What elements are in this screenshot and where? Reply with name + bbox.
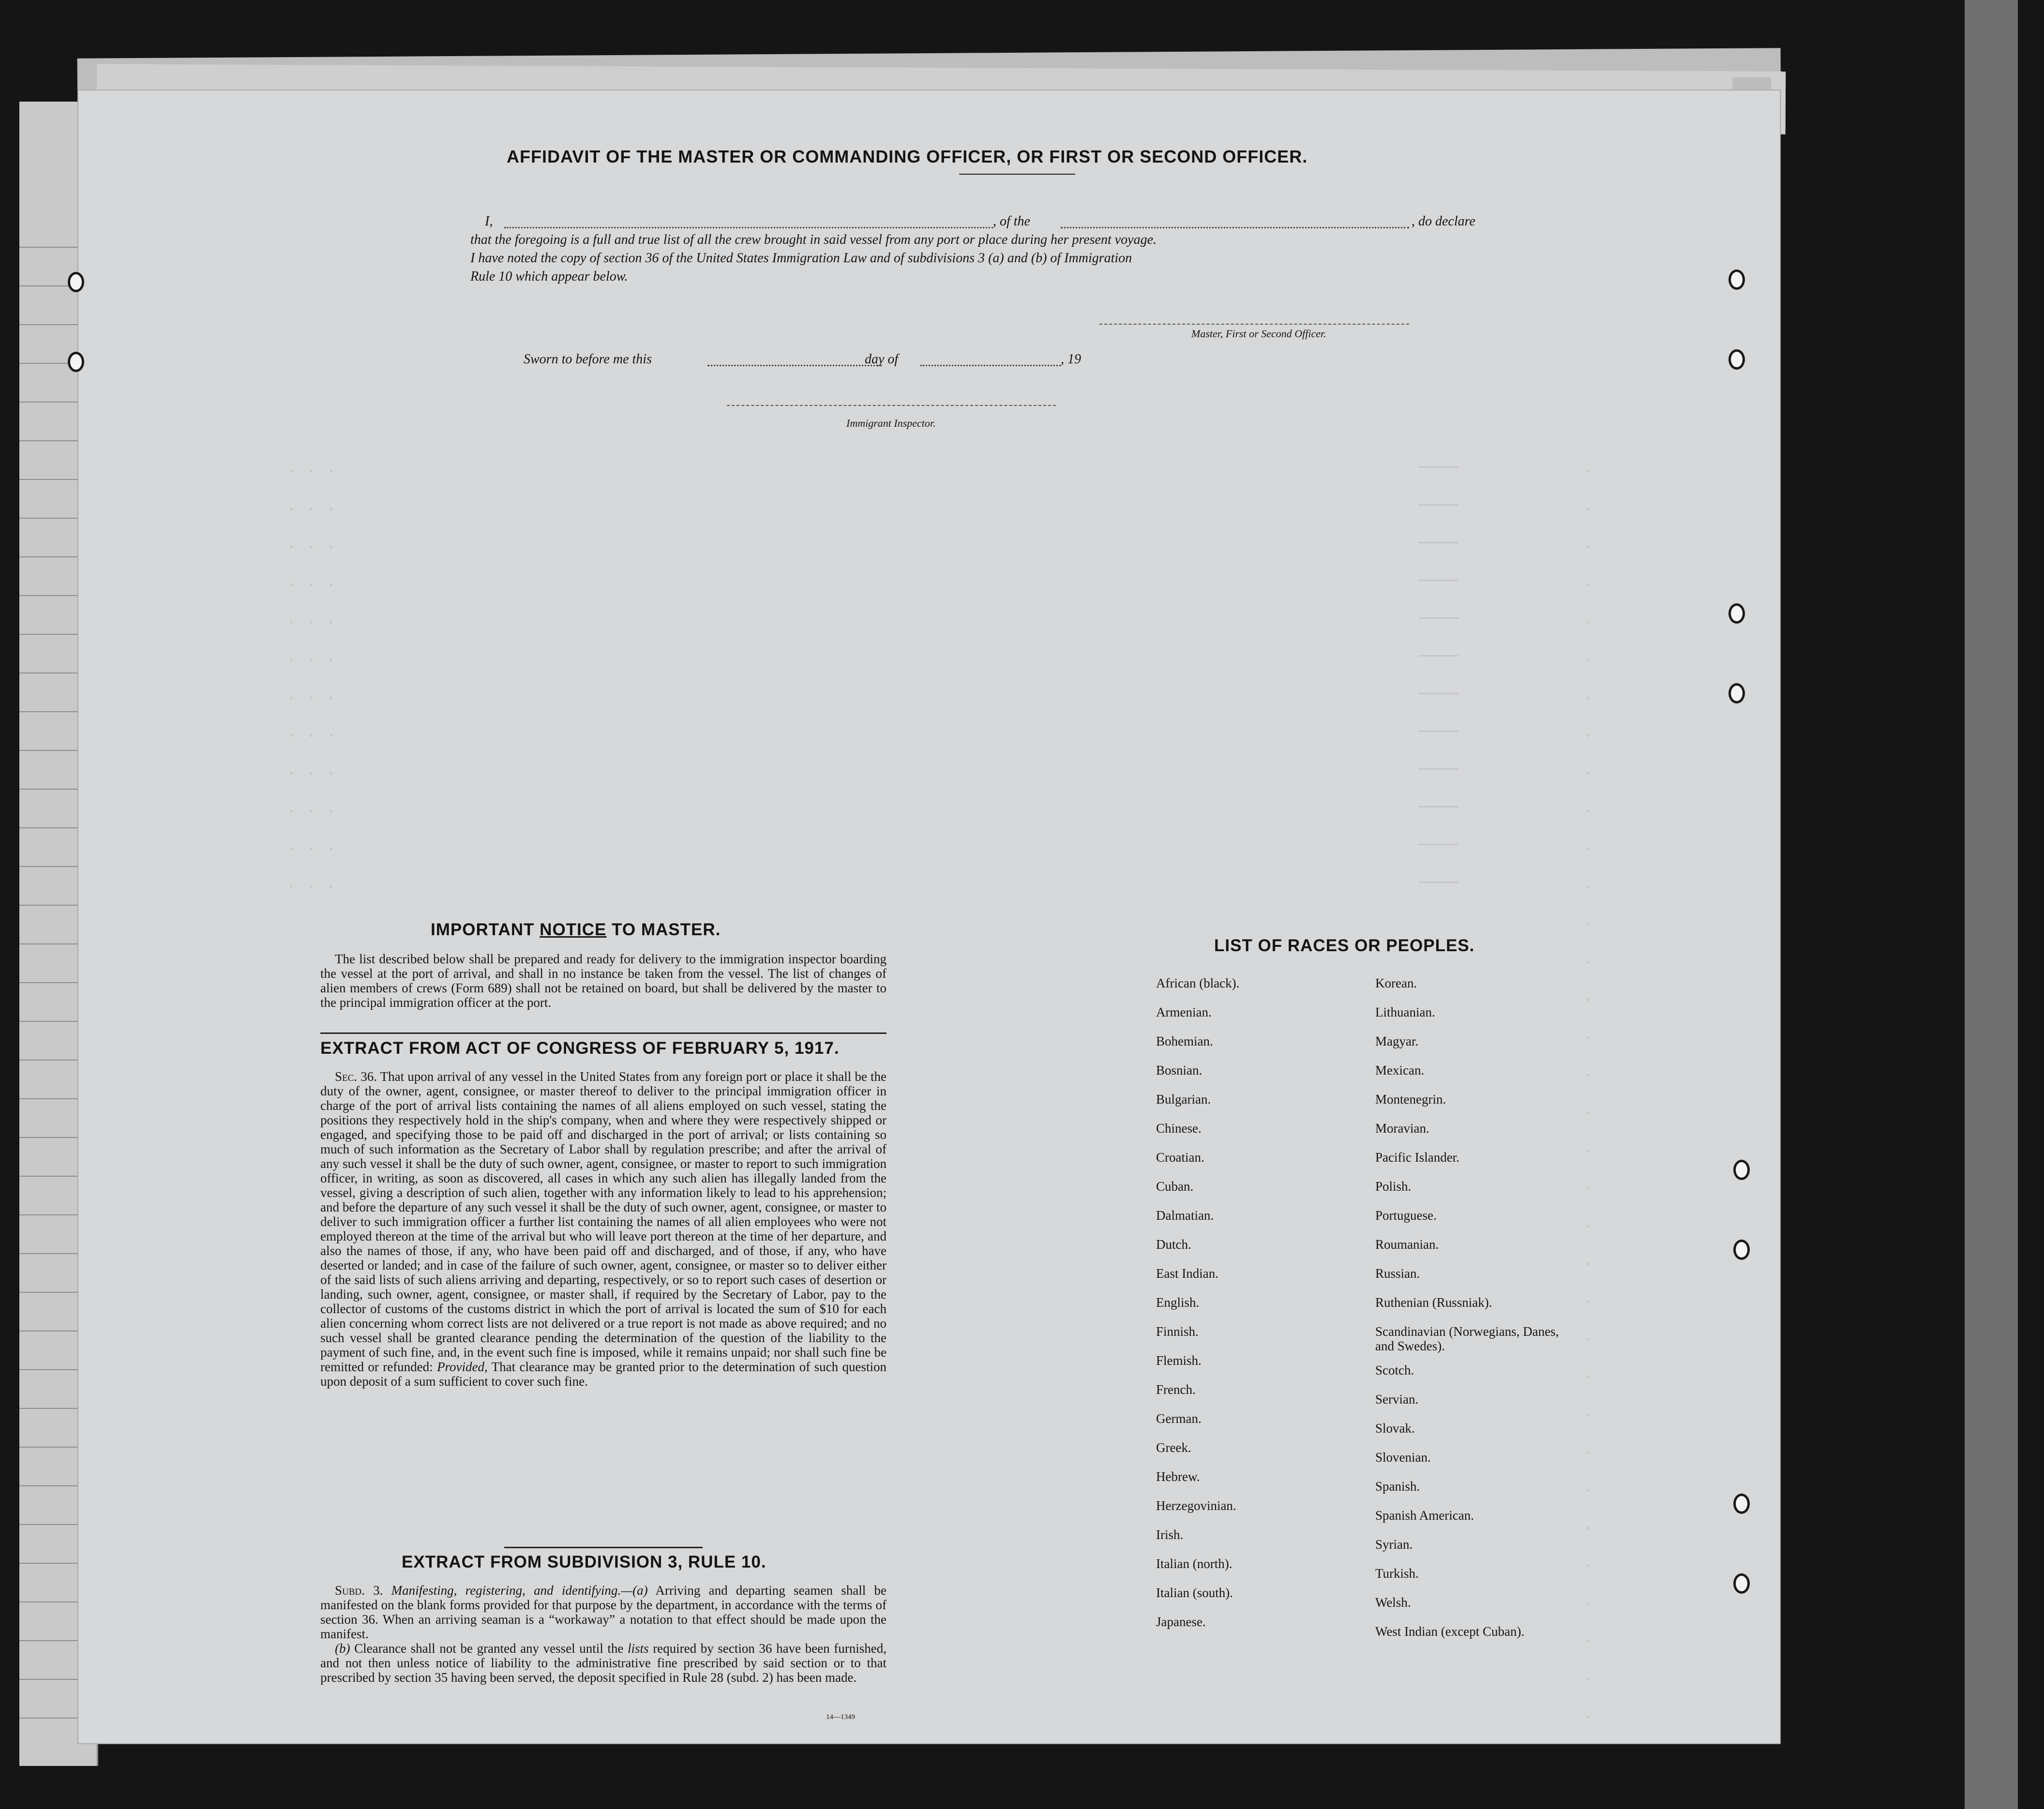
- punch-hole: [68, 352, 84, 372]
- race-item: Korean.: [1375, 976, 1417, 990]
- notice-rule: [320, 1032, 887, 1034]
- notice-title-pre: IMPORTANT: [431, 920, 540, 939]
- race-item: Polish.: [1375, 1179, 1412, 1194]
- race-item: Dalmatian.: [1156, 1208, 1214, 1223]
- punch-hole: [1728, 683, 1745, 703]
- race-item: Slovenian.: [1375, 1450, 1431, 1465]
- race-item: Italian (south).: [1156, 1585, 1233, 1600]
- race-item: Cuban.: [1156, 1179, 1194, 1194]
- affidavit-i: I,: [485, 214, 493, 229]
- race-item: Scotch.: [1375, 1363, 1414, 1377]
- inspector-label: Immigrant Inspector.: [846, 417, 936, 429]
- race-item: Lithuanian.: [1375, 1005, 1435, 1019]
- rule-lists-word: lists: [628, 1641, 649, 1656]
- rule-text-a: [320, 1583, 887, 1641]
- bleed-through-marks: ──── ──── ──── ──── ──── ──── ──── ──── ──── ──── ──── ────: [1419, 458, 1458, 892]
- race-item: Dutch.: [1156, 1237, 1191, 1252]
- race-item: African (black).: [1156, 976, 1240, 990]
- race-item: Herzegovinian.: [1156, 1498, 1236, 1513]
- notice-text: [320, 952, 887, 1010]
- act-body-end: That clearance may be granted prior to the determination of such question upon deposit of a sum sufficient to cover such fine.: [320, 1360, 887, 1389]
- race-item: Spanish.: [1375, 1479, 1420, 1494]
- race-item: Slovak.: [1375, 1421, 1415, 1435]
- sworn-label: Sworn to before me this: [524, 352, 652, 367]
- rule-body-b-pre: Clearance shall not be granted any vessel until the: [354, 1641, 624, 1656]
- punch-hole: [1728, 603, 1745, 624]
- race-item: Bulgarian.: [1156, 1092, 1211, 1106]
- race-item: Finnish.: [1156, 1324, 1199, 1339]
- affidavit-title: AFFIDAVIT OF THE MASTER OR COMMANDING OFFICER, OR FIRST OR SECOND OFFICER.: [507, 147, 1308, 166]
- race-item: Italian (north).: [1156, 1556, 1232, 1571]
- punch-hole: [1733, 1160, 1750, 1180]
- rule-subd-label: Subd. 3.: [335, 1583, 383, 1598]
- race-item: English.: [1156, 1295, 1200, 1310]
- affidavit-line-4: Rule 10 which appear below.: [470, 269, 628, 284]
- affidavit-declare: , do declare: [1412, 214, 1475, 229]
- month-blank: [920, 365, 1061, 366]
- act-rule: [504, 1547, 703, 1548]
- form-number: 14—1349: [826, 1713, 855, 1721]
- notice-paragraph: The list described below shall be prepared and ready for delivery to the immigration inspector boarding the vessel at the port of arrival, and shall in no instance be taken from the vessel. The list of changes of alien members of crews (Form 689) shall not be retained on board, but shall be delivered by the master to the principal immigration officer at the port.: [320, 952, 887, 1010]
- act-title: EXTRACT FROM ACT OF CONGRESS OF FEBRUARY 5, 1917.: [320, 1039, 840, 1058]
- races-title: LIST OF RACES OR PEOPLES.: [1214, 936, 1475, 955]
- race-item: Pacific Islander.: [1375, 1150, 1459, 1165]
- day-of-label: day of: [865, 352, 899, 367]
- race-item: Japanese.: [1156, 1615, 1206, 1629]
- notice-title: [431, 920, 721, 940]
- act-paragraph: [320, 1069, 887, 1389]
- rule-subd-heading: Manifesting, registering, and identifying.—(a): [391, 1583, 648, 1598]
- race-item: Bohemian.: [1156, 1034, 1213, 1048]
- race-item: Syrian.: [1375, 1537, 1413, 1552]
- race-item: Magyar.: [1375, 1034, 1419, 1048]
- race-item: Irish.: [1156, 1527, 1184, 1542]
- race-item: Servian.: [1375, 1392, 1419, 1406]
- race-item: Welsh.: [1375, 1595, 1411, 1610]
- race-item: Moravian.: [1375, 1121, 1429, 1136]
- race-item: Turkish.: [1375, 1566, 1419, 1581]
- rule-b-label: (b): [335, 1641, 350, 1656]
- bleed-through-marks: . . . . . . . . . . . . . . . . . . . . . . . . . . . . . . . . . .: [1583, 458, 1593, 1722]
- race-item: Scandinavian (Norwegians, Danes, and Swedes).: [1375, 1324, 1559, 1353]
- affidavit-of-the: , of the: [993, 214, 1030, 229]
- punch-hole: [1733, 1573, 1750, 1594]
- race-item: Greek.: [1156, 1440, 1191, 1455]
- title-underline: [959, 174, 1075, 175]
- punch-hole: [68, 272, 84, 292]
- act-provided: Provided,: [437, 1360, 488, 1374]
- rule-body-b-post: required by section 36 have been furnished, and not then unless notice of liability to the administrative fine prescribed by said section or to that prescribed by section 35 having been served, the deposit specified in Rule 28 (subd. 2) has been made.: [320, 1641, 887, 1685]
- punch-hole: [1728, 349, 1745, 370]
- rule-paragraph-a: [320, 1583, 887, 1641]
- race-item: Spanish American.: [1375, 1508, 1474, 1523]
- affidavit-line-2: that the foregoing is a full and true list of all the crew brought in said vessel from any port or place during her present voyage.: [470, 232, 1157, 247]
- race-item: Ruthenian (Russniak).: [1375, 1295, 1492, 1310]
- year-label: , 19: [1061, 352, 1081, 367]
- act-body: That upon arrival of any vessel in the United States from any foreign port or place it shall be the duty of the owner, agent, consignee, or master thereof to deliver to the principal immigration officer in charge of the port of arrival lists containing the names of all aliens employed on such vessel, stating the positions they respectively hold in the ship's company, when and where they were respectively shipped or engaged, and specifying those to be paid off and discharged in the port of arrival; or lists containing so much of such information as the Secretary of Labor shall by regulation prescribe; and after the arrival of any such vessel it shall be the duty of such owner, agent, consignee, or master to report to such immigration officer, in writing, as soon as discovered, all cases in which any such alien has illegally landed from the vessel, giving a description of such alien, together with any information likely to lead to his apprehension; and before the departure of any such vessel it shall be the duty of such owner, agent, consignee, or master to deliver to such immigration officer a further list containing the names of all alien employees who were not employed thereon at the time of the arrival but who will leave port thereon at the time of her departure, and also the names of those, if any, who have been paid off and discharged, and of those, if any, who have deserted or landed; and in case of the failure of such owner, agent, consignee, or master so to deliver either of the said lists of such aliens arriving and departing, respectively, or so to report such cases of desertion or landing, such owner, agent, consignee, or master shall, if required by the Secretary of Labor, pay to the collector of customs of the customs district in which the port of arrival is located the sum of $10 for each alien concerning whom correct lists are not delivered or a true report is not made as above required; and no such vessel shall be granted clearance pending the determination of the question of the liability to the payment of such fine, and, in the event such fine is imposed, while it remains unpaid; nor shall such fine be remitted or refunded:: [320, 1069, 887, 1374]
- race-item: East Indian.: [1156, 1266, 1218, 1281]
- race-item: Flemish.: [1156, 1353, 1202, 1368]
- rule-body-a: Arriving and departing seamen shall be manifested on the blank forms provided for that purpose by the department, in accordance with the terms of section 36. When an arriving seaman is a “workaway” a notation to that effect should be made upon the manifest.: [320, 1583, 887, 1641]
- race-item: Montenegrin.: [1375, 1092, 1446, 1106]
- race-item: West Indian (except Cuban).: [1375, 1624, 1525, 1639]
- notice-title-post: TO MASTER.: [606, 920, 721, 939]
- rule-paragraph-b: [320, 1641, 887, 1685]
- bleed-through-marks: . . . . . . . . . . . . . . . . . . . . . . . . . . . . . . . . . . . .: [286, 458, 336, 892]
- punch-hole: [1733, 1494, 1750, 1514]
- race-item: French.: [1156, 1382, 1196, 1397]
- inspector-signature-line: [727, 405, 1056, 406]
- race-item: Mexican.: [1375, 1063, 1425, 1077]
- act-sec-label: Sec. 36.: [335, 1069, 377, 1084]
- rule-title: EXTRACT FROM SUBDIVISION 3, RULE 10.: [402, 1553, 766, 1571]
- race-item: Portuguese.: [1375, 1208, 1437, 1223]
- master-signature-label: Master, First or Second Officer.: [1191, 328, 1326, 340]
- race-item: Bosnian.: [1156, 1063, 1202, 1077]
- race-item: Roumanian.: [1375, 1237, 1439, 1252]
- race-item: Croatian.: [1156, 1150, 1204, 1165]
- punch-hole: [1733, 1240, 1750, 1260]
- manifest-back-page: [77, 90, 1781, 1744]
- act-text: [320, 1069, 887, 1389]
- race-item: Armenian.: [1156, 1005, 1212, 1019]
- race-item: Russian.: [1375, 1266, 1420, 1281]
- rule-text-b: [320, 1641, 887, 1685]
- scanner-edge: [1965, 0, 2018, 1809]
- race-item: German.: [1156, 1411, 1202, 1426]
- affidavit-line-3: I have noted the copy of section 36 of the United States Immigration Law and of subdivisions 3 (a) and (b) of Immigration: [470, 251, 1132, 266]
- name-blank: [504, 227, 993, 228]
- punch-hole: [1728, 269, 1745, 290]
- race-item: Chinese.: [1156, 1121, 1202, 1136]
- vessel-blank: [1061, 227, 1409, 228]
- master-signature-line: [1099, 324, 1409, 325]
- sworn-blank: [707, 365, 882, 366]
- race-item: Hebrew.: [1156, 1469, 1200, 1484]
- notice-title-underlined: NOTICE: [540, 920, 607, 939]
